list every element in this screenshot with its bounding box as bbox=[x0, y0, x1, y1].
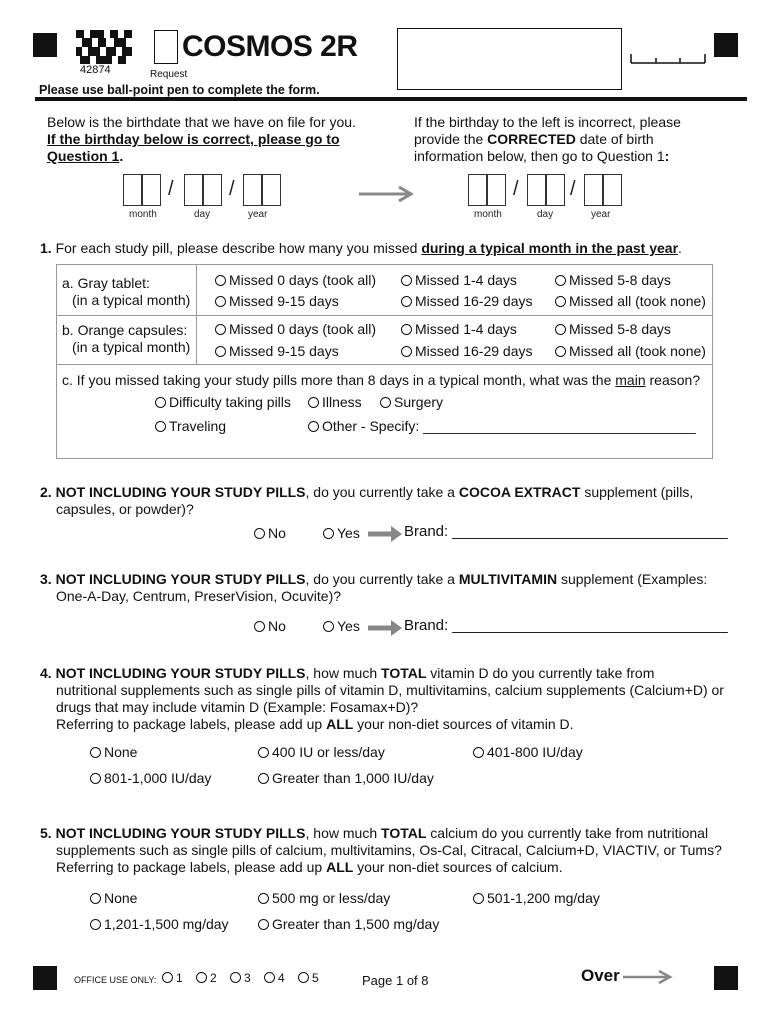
right-arrow-icon bbox=[622, 968, 674, 986]
radio-circle-icon bbox=[215, 346, 226, 357]
question-1c-text bbox=[62, 372, 700, 389]
total-text: TOTAL bbox=[381, 825, 427, 841]
radio-circle-icon bbox=[555, 346, 566, 357]
question-2-number: 2. bbox=[40, 484, 52, 500]
over-label: Over bbox=[581, 966, 620, 985]
option-label: 801-1,000 IU/day bbox=[104, 770, 212, 786]
option-label: 4 bbox=[278, 971, 285, 985]
registration-mark-top-right bbox=[714, 33, 738, 57]
office-option-4[interactable] bbox=[264, 971, 285, 985]
period-text: . bbox=[119, 148, 124, 164]
option-gray-missed-0[interactable] bbox=[215, 272, 376, 288]
corrected-year-digit-1[interactable] bbox=[584, 174, 603, 206]
option-orange-missed-16-29[interactable] bbox=[401, 343, 533, 359]
page-number: Page 1 of 8 bbox=[362, 973, 429, 988]
go-to-question-text: information below, then go to Question 1 bbox=[414, 148, 665, 164]
month-digit-2 bbox=[142, 174, 161, 206]
option-q4-none[interactable] bbox=[90, 744, 137, 760]
option-label: 1 bbox=[176, 971, 183, 985]
option-label: 5 bbox=[312, 971, 319, 985]
option-gray-missed-all[interactable] bbox=[555, 293, 706, 309]
option-label: Missed 5-8 days bbox=[569, 272, 671, 288]
year-digit-2 bbox=[262, 174, 281, 206]
question-text: your non-diet sources of calcium. bbox=[353, 859, 563, 875]
question-1 bbox=[40, 240, 682, 257]
radio-circle-icon bbox=[555, 275, 566, 286]
period-text: . bbox=[678, 240, 682, 256]
option-gray-missed-9-15[interactable] bbox=[215, 293, 339, 309]
option-label: Yes bbox=[337, 618, 360, 634]
birthdate-on-file-text: Below is the birthdate that we have on file for you. bbox=[47, 114, 356, 130]
multivitamin-text: MULTIVITAMIN bbox=[458, 571, 558, 587]
right-arrow-icon bbox=[367, 618, 403, 638]
question-4 bbox=[40, 665, 724, 733]
question-1-text: For each study pill, please describe how many you missed bbox=[55, 240, 422, 256]
option-label: Yes bbox=[337, 525, 360, 541]
option-q5-1201-1500[interactable] bbox=[90, 916, 229, 932]
typical-month-label: (in a typical month) bbox=[72, 339, 191, 355]
option-label: Missed 9-15 days bbox=[229, 343, 339, 359]
option-q4-400[interactable] bbox=[258, 744, 385, 760]
question-text: One-A-Day, Centrum, PreserVision, Ocuvite)? bbox=[56, 588, 342, 604]
option-label: None bbox=[104, 744, 138, 760]
all-text: ALL bbox=[326, 716, 354, 732]
request-label: Request bbox=[150, 69, 188, 80]
radio-circle-icon bbox=[473, 893, 484, 904]
option-traveling[interactable] bbox=[155, 418, 226, 434]
option-label: Missed 1-4 days bbox=[415, 321, 517, 337]
form-code: 42874 bbox=[80, 64, 111, 76]
option-q5-501-1200[interactable] bbox=[473, 890, 600, 906]
option-label: Missed 5-8 days bbox=[569, 321, 671, 337]
corrected-month-digit-2[interactable] bbox=[487, 174, 506, 206]
option-label: Surgery bbox=[394, 394, 444, 410]
q3-brand-field[interactable]: Brand: _________________________________ bbox=[404, 617, 728, 634]
not-including-text: NOT INCLUDING YOUR STUDY PILLS bbox=[55, 484, 306, 500]
question-2 bbox=[40, 484, 693, 518]
registration-mark-bottom-right bbox=[714, 966, 738, 990]
radio-circle-icon bbox=[90, 773, 101, 784]
radio-circle-icon bbox=[162, 972, 173, 983]
option-illness[interactable] bbox=[308, 394, 362, 410]
question-text: , do you currently take a bbox=[305, 571, 459, 587]
question-1-link-text: Question 1 bbox=[47, 148, 120, 164]
gray-tablet-label: a. Gray tablet: bbox=[62, 275, 150, 291]
option-orange-missed-all[interactable] bbox=[555, 343, 706, 359]
q2-brand-field[interactable]: Brand: _________________________________ bbox=[404, 523, 728, 540]
option-label: Missed 9-15 days bbox=[229, 293, 339, 309]
option-label: Missed 16-29 days bbox=[415, 343, 533, 359]
registration-mark-top-left bbox=[33, 33, 57, 57]
option-orange-missed-5-8[interactable] bbox=[555, 321, 671, 337]
request-checkbox[interactable] bbox=[154, 30, 178, 64]
option-q4-greater[interactable] bbox=[258, 770, 434, 786]
birthdate-left-text bbox=[47, 114, 356, 165]
option-label: None bbox=[104, 890, 138, 906]
registration-mark-bottom-left bbox=[33, 966, 57, 990]
option-label: Missed 16-29 days bbox=[415, 293, 533, 309]
month-label: month bbox=[129, 209, 157, 220]
year-digit-1 bbox=[243, 174, 262, 206]
birthdate-right-text bbox=[414, 114, 681, 165]
question-text: nutritional supplements such as single pills of vitamin D, multivitamins, calcium supplements (Calcium+D) or bbox=[56, 682, 724, 698]
radio-circle-icon bbox=[90, 893, 101, 904]
radio-circle-icon bbox=[215, 324, 226, 335]
option-label: No bbox=[268, 618, 286, 634]
radio-circle-icon bbox=[401, 324, 412, 335]
option-label: Difficulty taking pills bbox=[169, 394, 291, 410]
option-q3-no[interactable] bbox=[254, 618, 286, 634]
header-rule bbox=[35, 97, 747, 101]
radio-circle-icon bbox=[308, 397, 319, 408]
day-label: day bbox=[194, 209, 211, 220]
radio-circle-icon bbox=[254, 528, 265, 539]
radio-circle-icon bbox=[323, 621, 334, 632]
question-text: calcium do you currently take from nutritional bbox=[426, 825, 709, 841]
row-divider bbox=[56, 364, 713, 365]
option-label: Missed 1-4 days bbox=[415, 272, 517, 288]
option-orange-missed-1-4[interactable] bbox=[401, 321, 517, 337]
provide-text: provide the bbox=[414, 131, 488, 147]
option-gray-missed-1-4[interactable] bbox=[401, 272, 517, 288]
option-label: Illness bbox=[322, 394, 362, 410]
option-q5-greater[interactable] bbox=[258, 916, 439, 932]
question-text: supplements such as single pills of calcium, multivitamins, Os-Cal, Citracal, Calcium+D, VIACTIV, or Tums? bbox=[56, 842, 722, 858]
option-label: 500 mg or less/day bbox=[272, 890, 391, 906]
option-gray-missed-5-8[interactable] bbox=[555, 272, 671, 288]
radio-circle-icon bbox=[258, 919, 269, 930]
day-digit-2 bbox=[203, 174, 222, 206]
option-surgery[interactable] bbox=[380, 394, 443, 410]
date-slash: / bbox=[229, 178, 235, 200]
office-option-1[interactable] bbox=[162, 971, 183, 985]
question-1c-prompt: c. If you missed taking your study pills more than 8 days in a typical month, what was the bbox=[62, 372, 616, 388]
office-option-2[interactable] bbox=[196, 971, 217, 985]
radio-circle-icon bbox=[258, 893, 269, 904]
question-text: Referring to package labels, please add up bbox=[56, 716, 327, 732]
orange-capsules-label: b. Orange capsules: bbox=[62, 322, 188, 338]
option-q5-none[interactable] bbox=[90, 890, 137, 906]
option-difficulty[interactable] bbox=[155, 394, 291, 410]
corrected-day-digit-1[interactable] bbox=[527, 174, 546, 206]
question-text: your non-diet sources of vitamin D. bbox=[353, 716, 574, 732]
question-text: , how much bbox=[305, 825, 382, 841]
question-5 bbox=[40, 825, 722, 876]
option-q4-801-1000[interactable] bbox=[90, 770, 211, 786]
corrected-day-digit-2[interactable] bbox=[546, 174, 565, 206]
option-q2-no[interactable] bbox=[254, 525, 286, 541]
radio-circle-icon bbox=[155, 421, 166, 432]
tick-marks bbox=[630, 52, 706, 64]
option-label: Other - Specify: ___________________________________ bbox=[322, 418, 696, 434]
question-text: capsules, or powder)? bbox=[56, 501, 194, 517]
option-label: Missed all (took none) bbox=[569, 293, 706, 309]
right-arrow-icon bbox=[367, 524, 403, 544]
corrected-text: CORRECTED bbox=[487, 131, 576, 147]
question-text: , how much bbox=[305, 665, 382, 681]
birthdate-incorrect-text: If the birthday to the left is incorrect, please bbox=[414, 114, 681, 130]
date-slash: / bbox=[513, 178, 519, 200]
office-option-3[interactable] bbox=[230, 971, 251, 985]
option-label: Greater than 1,000 IU/day bbox=[272, 770, 434, 786]
radio-circle-icon bbox=[401, 275, 412, 286]
option-gray-missed-16-29[interactable] bbox=[401, 293, 533, 309]
not-including-text: NOT INCLUDING YOUR STUDY PILLS bbox=[55, 571, 306, 587]
row-b-label bbox=[62, 322, 190, 356]
radio-circle-icon bbox=[323, 528, 334, 539]
cocoa-extract-text: COCOA EXTRACT bbox=[458, 484, 581, 500]
question-1-number: 1. bbox=[40, 240, 52, 256]
date-slash: / bbox=[168, 178, 174, 200]
question-text: , do you currently take a bbox=[305, 484, 459, 500]
radio-circle-icon bbox=[380, 397, 391, 408]
id-box bbox=[397, 28, 622, 90]
option-label: 1,201-1,500 mg/day bbox=[104, 916, 229, 932]
date-slash: / bbox=[570, 178, 576, 200]
option-label: No bbox=[268, 525, 286, 541]
option-q2-yes[interactable] bbox=[323, 525, 360, 541]
radio-circle-icon bbox=[555, 324, 566, 335]
option-label: 401-800 IU/day bbox=[487, 744, 583, 760]
year-label: year bbox=[591, 209, 611, 220]
month-label: month bbox=[474, 209, 502, 220]
question-3 bbox=[40, 571, 707, 605]
radio-circle-icon bbox=[308, 421, 319, 432]
radio-circle-icon bbox=[258, 747, 269, 758]
option-label: Traveling bbox=[169, 418, 227, 434]
row-divider bbox=[56, 315, 713, 316]
option-label: 3 bbox=[244, 971, 251, 985]
month-digit-1 bbox=[123, 174, 142, 206]
reason-text: reason? bbox=[645, 372, 701, 388]
total-text: TOTAL bbox=[381, 665, 427, 681]
radio-circle-icon bbox=[258, 773, 269, 784]
office-option-5[interactable] bbox=[298, 971, 319, 985]
column-divider bbox=[196, 264, 197, 364]
option-label: 400 IU or less/day bbox=[272, 744, 385, 760]
question-1-emphasis: during a typical month in the past year bbox=[421, 240, 679, 256]
radio-circle-icon bbox=[196, 972, 207, 983]
not-including-text: NOT INCLUDING YOUR STUDY PILLS bbox=[55, 825, 306, 841]
barcode-icon bbox=[76, 30, 132, 64]
date-of-birth-text: date of birth bbox=[575, 131, 654, 147]
question-text: vitamin D do you currently take from bbox=[426, 665, 655, 681]
question-text: supplement (pills, bbox=[580, 484, 694, 500]
question-4-number: 4. bbox=[40, 665, 52, 681]
right-arrow-icon bbox=[357, 184, 415, 204]
day-digit-1 bbox=[184, 174, 203, 206]
option-label: Missed 0 days (took all) bbox=[229, 321, 377, 337]
option-label: Greater than 1,500 mg/day bbox=[272, 916, 440, 932]
radio-circle-icon bbox=[555, 296, 566, 307]
radio-circle-icon bbox=[90, 919, 101, 930]
option-orange-missed-0[interactable] bbox=[215, 321, 376, 337]
radio-circle-icon bbox=[155, 397, 166, 408]
office-use-label: OFFICE USE ONLY: bbox=[74, 975, 157, 985]
question-text: Referring to package labels, please add up bbox=[56, 859, 327, 875]
not-including-text: NOT INCLUDING YOUR STUDY PILLS bbox=[55, 665, 306, 681]
year-label: year bbox=[248, 209, 268, 220]
all-text: ALL bbox=[326, 859, 354, 875]
question-3-number: 3. bbox=[40, 571, 52, 587]
birthdate-correct-text: If the birthday below is correct, please go to bbox=[47, 131, 340, 147]
radio-circle-icon bbox=[401, 346, 412, 357]
question-text: supplement (Examples: bbox=[557, 571, 708, 587]
colon-text: : bbox=[664, 148, 670, 164]
radio-circle-icon bbox=[215, 296, 226, 307]
radio-circle-icon bbox=[230, 972, 241, 983]
option-q5-500[interactable] bbox=[258, 890, 390, 906]
option-label: 501-1,200 mg/day bbox=[487, 890, 600, 906]
typical-month-label: (in a typical month) bbox=[72, 292, 191, 308]
radio-circle-icon bbox=[264, 972, 275, 983]
option-other-specify[interactable] bbox=[308, 418, 696, 434]
radio-circle-icon bbox=[215, 275, 226, 286]
day-label: day bbox=[537, 209, 554, 220]
radio-circle-icon bbox=[254, 621, 265, 632]
option-q3-yes[interactable] bbox=[323, 618, 360, 634]
option-label: 2 bbox=[210, 971, 217, 985]
corrected-month-digit-1[interactable] bbox=[468, 174, 487, 206]
radio-circle-icon bbox=[473, 747, 484, 758]
option-orange-missed-9-15[interactable] bbox=[215, 343, 339, 359]
option-q4-401-800[interactable] bbox=[473, 744, 583, 760]
row-a-label bbox=[62, 275, 190, 309]
instruction-text: Please use ball-point pen to complete the form. bbox=[39, 83, 320, 97]
radio-circle-icon bbox=[90, 747, 101, 758]
radio-circle-icon bbox=[401, 296, 412, 307]
question-text: drugs that may include vitamin D (Example: Fosamax+D)? bbox=[56, 699, 419, 715]
option-label: Missed all (took none) bbox=[569, 343, 706, 359]
option-label: Missed 0 days (took all) bbox=[229, 272, 377, 288]
radio-circle-icon bbox=[298, 972, 309, 983]
question-5-number: 5. bbox=[40, 825, 52, 841]
main-emphasis: main bbox=[615, 372, 646, 388]
corrected-year-digit-2[interactable] bbox=[603, 174, 622, 206]
form-title: COSMOS 2R bbox=[182, 30, 358, 63]
